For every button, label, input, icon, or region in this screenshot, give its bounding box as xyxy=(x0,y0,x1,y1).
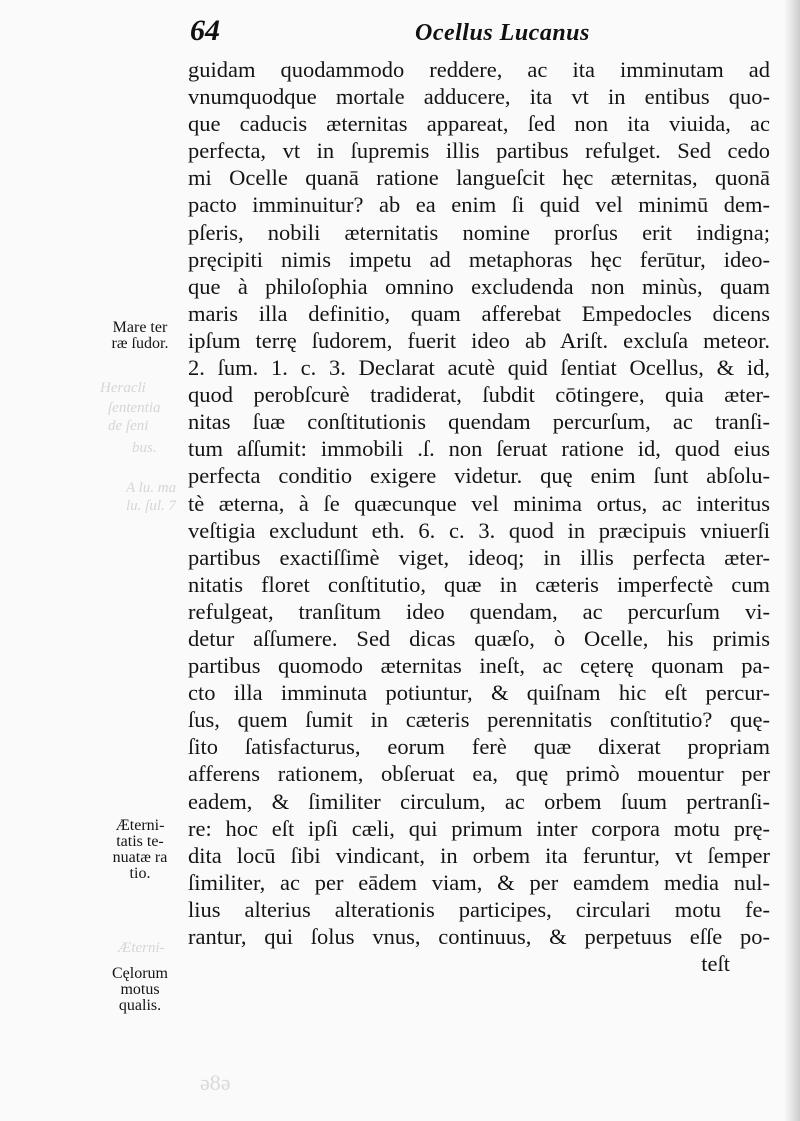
margin-note xyxy=(92,966,188,1014)
text-line: refulgeat, tranſitum ideo quendam, ac percurſum vi- xyxy=(188,598,770,624)
text-line: perfecta conditio exigere videtur. quę enim ſunt abſolu- xyxy=(188,463,770,489)
margin-note-line: Æterni- xyxy=(115,817,165,834)
running-head: Ocellus Lucanus xyxy=(415,20,590,46)
text-line: que à philoſophia omnino excludenda non minùs, quam xyxy=(188,273,770,299)
margin-note-line: tatis te- xyxy=(116,833,164,850)
page-edge-shadow xyxy=(784,0,800,1121)
margin-note-line: motus xyxy=(120,981,160,998)
bleed-through-mark: Heracli xyxy=(100,380,146,396)
text-line: pręcipiti nimis impetu ad metaphoras hęc ferūtur, ideo- xyxy=(188,246,770,272)
text-line: vnumquodque mortale adducere, ita vt in entibus quo- xyxy=(188,84,770,110)
margin-note-line: ræ ſudor. xyxy=(111,335,169,352)
text-line: lius alterius alterationis participes, circulari motu fe- xyxy=(188,896,770,922)
text-line: nitatis floret conſtitutio, quæ in cæteris imperfectè cum xyxy=(188,571,770,597)
text-line: ſus, quem ſumit in cæteris perennitatis conſtitutio? quę- xyxy=(188,707,770,733)
text-line: re: hoc eſt ipſi cæli, qui primum inter corpora motu prę- xyxy=(188,815,770,841)
text-line: nitas ſuæ conſtitutionis quendam percurſum, ac tranſi- xyxy=(188,409,770,435)
text-line: partibus exactiſſimè viget, ideoq; in illis perfecta æter- xyxy=(188,544,770,570)
text-line: afferens rationem, obſeruat ea, quę primò mouentur per xyxy=(188,761,770,787)
page-number: 64 xyxy=(190,14,220,47)
text-line-catchword: teſt xyxy=(701,951,730,977)
text-line: quod perobſcurè tradiderat, ſubdit cōtingere, quia æter- xyxy=(188,382,770,408)
margin-note xyxy=(92,320,188,352)
text-line: 2. ſum. 1. c. 3. Declarat acutè quid ſentiat Ocellus, & id, xyxy=(188,355,770,381)
text-line: ſito ſatisfacturus, eorum ferè quæ dixerat propriam xyxy=(188,734,770,760)
text-line: rantur, qui ſolus vnus, continuus, & perpetuus eſſe po- xyxy=(188,924,770,949)
text-line: guidam quodammodo reddere, ac ita imminutam ad xyxy=(188,57,770,82)
text-line: partibus quomodo æternitas ineſt, ac cęterę quonam pa- xyxy=(188,653,770,679)
margin-note xyxy=(92,818,188,882)
bleed-through-mark: Æterni- xyxy=(118,940,165,956)
margin-note-line: nuatæ ra xyxy=(112,849,168,866)
text-line: ſimiliter, ac per eādem viam, & per eamdem media nul- xyxy=(188,869,770,895)
page-header xyxy=(190,14,770,54)
text-line: tè æterna, à ſe quæcunque vel minima ortus, ac interitus xyxy=(188,490,770,516)
text-line: cto illa imminuta potiuntur, & quiſnam hic eſt percur- xyxy=(188,680,770,706)
bleed-through-mark: ſententia xyxy=(108,400,161,416)
bleed-through-mark: ǝ8ǝ xyxy=(200,1070,231,1095)
bleed-through-mark: lu. ſul. 7 xyxy=(126,498,177,514)
margin-note-line: qualis. xyxy=(118,997,162,1014)
text-line: eadem, & ſimiliter circulum, ac orbem ſuum pertranſi- xyxy=(188,788,770,814)
text-line: ipſum terrę ſudorem, fuerit ideo ab Ariſt. excluſa meteor. xyxy=(188,327,770,353)
text-line: dita locū ſibi vindicant, in orbem ita feruntur, vt ſemper xyxy=(188,842,770,868)
margin-note-line: tio. xyxy=(129,865,151,882)
main-text-block xyxy=(188,56,770,977)
text-line: perfecta, vt in ſupremis illis partibus refulget. Sed cedo xyxy=(188,138,770,164)
bleed-through-mark: bus. xyxy=(132,440,157,456)
text-line: que caducis æternitas appareat, ſed non ita viuida, ac xyxy=(188,111,770,137)
text-line: pſeris, nobili æternitatis nomine prorſus erit indigna; xyxy=(188,219,770,245)
text-line: detur aſſumere. Sed dicas quæſo, ò Ocelle, his primis xyxy=(188,625,770,651)
bleed-through-mark: de ſeni xyxy=(108,418,149,434)
text-line: mi Ocelle quanā ratione langueſcit hęc æternitas, quonā xyxy=(188,165,770,191)
text-line: pacto imminuitur? ab ea enim ſi quid vel minimū dem- xyxy=(188,192,770,218)
text-line: maris illa definitio, quam afferebat Empedocles dicens xyxy=(188,300,770,326)
margin-note-line: Cęlorum xyxy=(112,965,168,982)
bleed-through-mark: A lu. ma xyxy=(126,480,177,496)
margin-note-line: Mare ter xyxy=(112,319,168,336)
text-line: veſtigia excludunt eth. 6. c. 3. quod in præcipuis vniuerſi xyxy=(188,517,770,543)
text-line: tum aſſumit: immobili .ſ. non ſeruat ratione id, quod eius xyxy=(188,436,770,462)
